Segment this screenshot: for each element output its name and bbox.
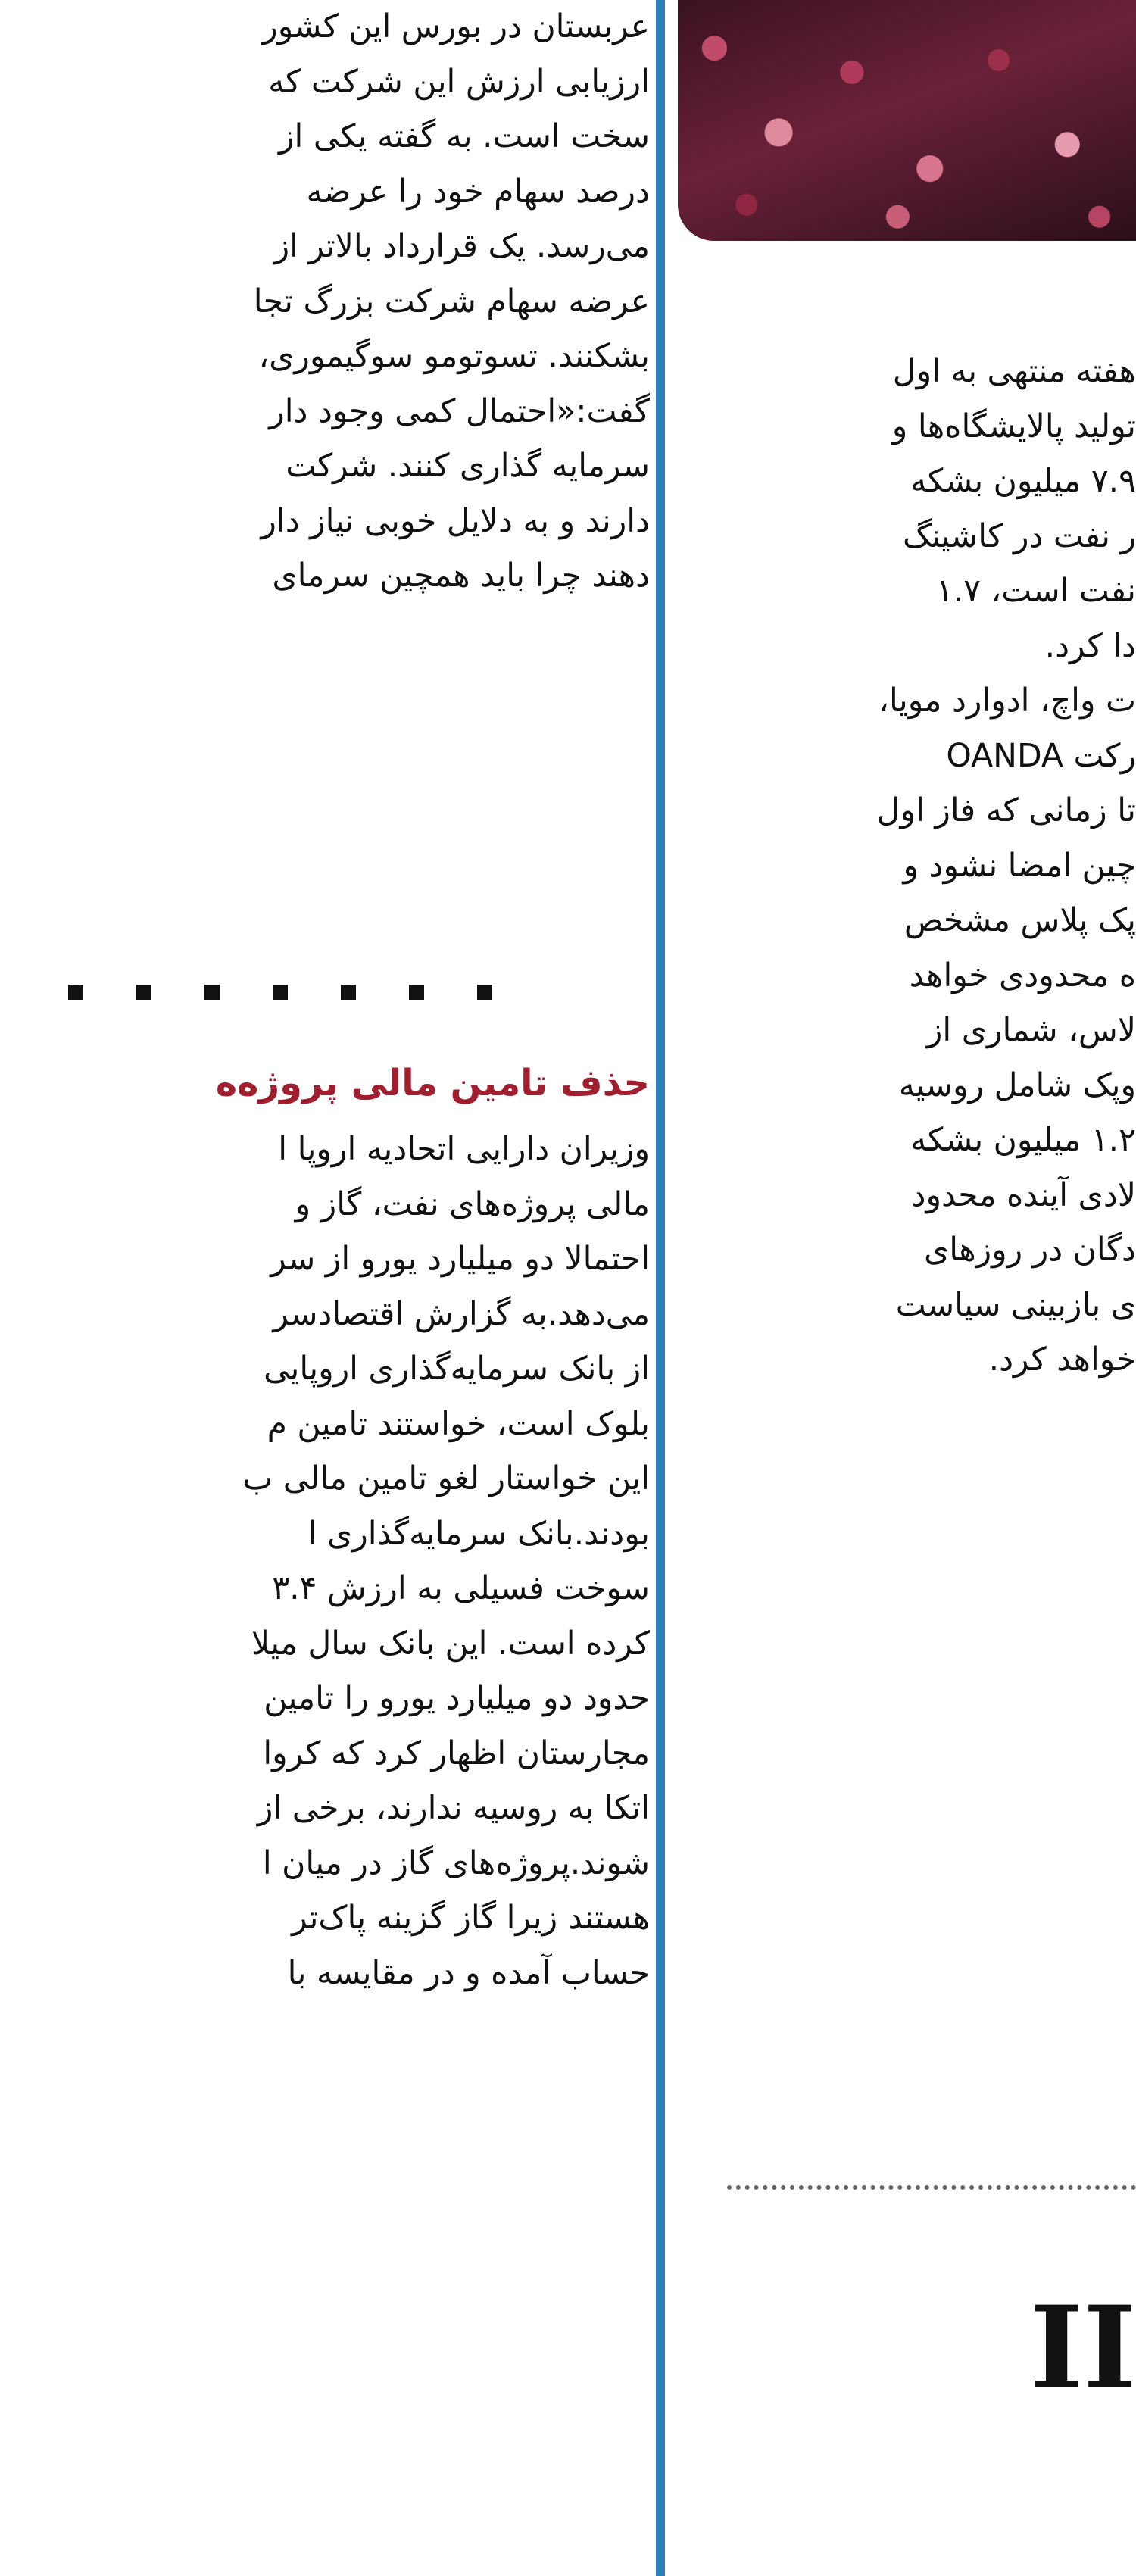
text-line: ه محدودی خواهد [909, 957, 1136, 994]
text-line: می‌دهد.به گزارش اقتصادسر [273, 1295, 650, 1333]
text-line: هستند زیرا گاز گزینه پاک‌تر [292, 1900, 650, 1937]
left-article-column-top [0, 0, 650, 604]
text-line: عرضه سهام شرکت بزرگ تجا [253, 283, 650, 320]
column-divider [656, 0, 665, 2576]
text-line: این خواستار لغو تامین مالی ب [242, 1460, 650, 1497]
text-line: وپک شامل روسیه [898, 1066, 1136, 1104]
text-line: احتمالا دو میلیارد یورو از سر [270, 1241, 650, 1278]
right-article-column [677, 345, 1136, 1388]
text-line: سخت است. به گفته یکی از [279, 118, 650, 155]
text-line: ۱.۲ میلیون بشکه [910, 1122, 1136, 1159]
text-line: دا کرد. [1044, 627, 1136, 665]
text-line: لادی آینده محدود [911, 1176, 1136, 1214]
text-line: بودند.بانک سرمایه‌گذاری ا [307, 1515, 650, 1553]
text-line: از بانک سرمایه‌گذاری اروپایی [264, 1350, 650, 1388]
text-line: دهند چرا باید همچین سرمای [272, 557, 650, 595]
text-line: تولید پالایشگاه‌ها و [891, 407, 1136, 445]
text-line: حساب آمده و در مقایسه با [287, 1954, 650, 1992]
dotted-rule [727, 2185, 1136, 2190]
text-line: ۷.۹ میلیون بشکه [910, 463, 1136, 500]
text-line: وزیران دارایی اتحادیه اروپا ا [278, 1131, 650, 1168]
article-photo [678, 0, 1136, 241]
text-line: سوخت فسیلی به ارزش ۳.۴ [272, 1570, 650, 1607]
left-article-column-bottom [0, 1123, 650, 2001]
text-line: هفته منتهی به اول [892, 353, 1136, 390]
text-line: ت واچ، ادوارد مویا، [879, 682, 1136, 720]
text-line: خواهد کرد. [988, 1341, 1136, 1379]
text-line: دگان در روزهای [924, 1232, 1136, 1269]
text-line: حدود دو میلیارد یورو را تامین [264, 1680, 650, 1717]
section-separator-dots [68, 977, 492, 1007]
text-line: چین امضا نشود و [903, 847, 1136, 885]
text-line: ی بازبینی سیاست [895, 1286, 1136, 1324]
text-line: سرمایه گذاری کنند. شرکت [286, 448, 650, 485]
text-line: لاس، شماری از [926, 1012, 1136, 1049]
text-line: می‌رسد. یک قرارداد بالاتر از [273, 228, 650, 265]
text-line: بلوک است، خواستند تامین م [267, 1405, 650, 1443]
text-line: مجارستان اظهار کرد که کروا [263, 1735, 650, 1772]
next-article-title-fragment: II [1030, 2281, 1136, 2415]
text-line: کرده است. این بانک سال میلا [251, 1625, 650, 1663]
text-line: بشکنند. تسوتومو سوگیموری، [258, 338, 650, 375]
text-line: نفت است، ۱.۷ [935, 573, 1136, 610]
text-line: دارند و به دلایل خوبی نیاز دار [261, 502, 650, 540]
text-line: درصد سهام خود را عرضه [306, 173, 650, 211]
text-line: رکت OANDA [946, 737, 1136, 775]
section-headline: حذف تامین مالی پروژه‌ه [215, 1062, 650, 1104]
text-line: پک پلاس مشخص [903, 902, 1136, 939]
text-line: تا زمانی که فاز اول [876, 792, 1136, 829]
text-line: شوند.پروژه‌های گاز در میان ا [262, 1844, 650, 1882]
text-line: ر نفت در کاشینگ [902, 517, 1136, 555]
text-line: اتکا به روسیه ندارند، برخی از [257, 1790, 650, 1827]
text-line: گفت:«احتمال کمی وجود دار [269, 392, 650, 430]
text-line: ارزیابی ارزش این شرکت که [268, 63, 650, 101]
text-line: مالی پروژه‌های نفت، گاز و [295, 1185, 650, 1223]
text-line: عربستان در بورس این کشور [262, 8, 650, 45]
